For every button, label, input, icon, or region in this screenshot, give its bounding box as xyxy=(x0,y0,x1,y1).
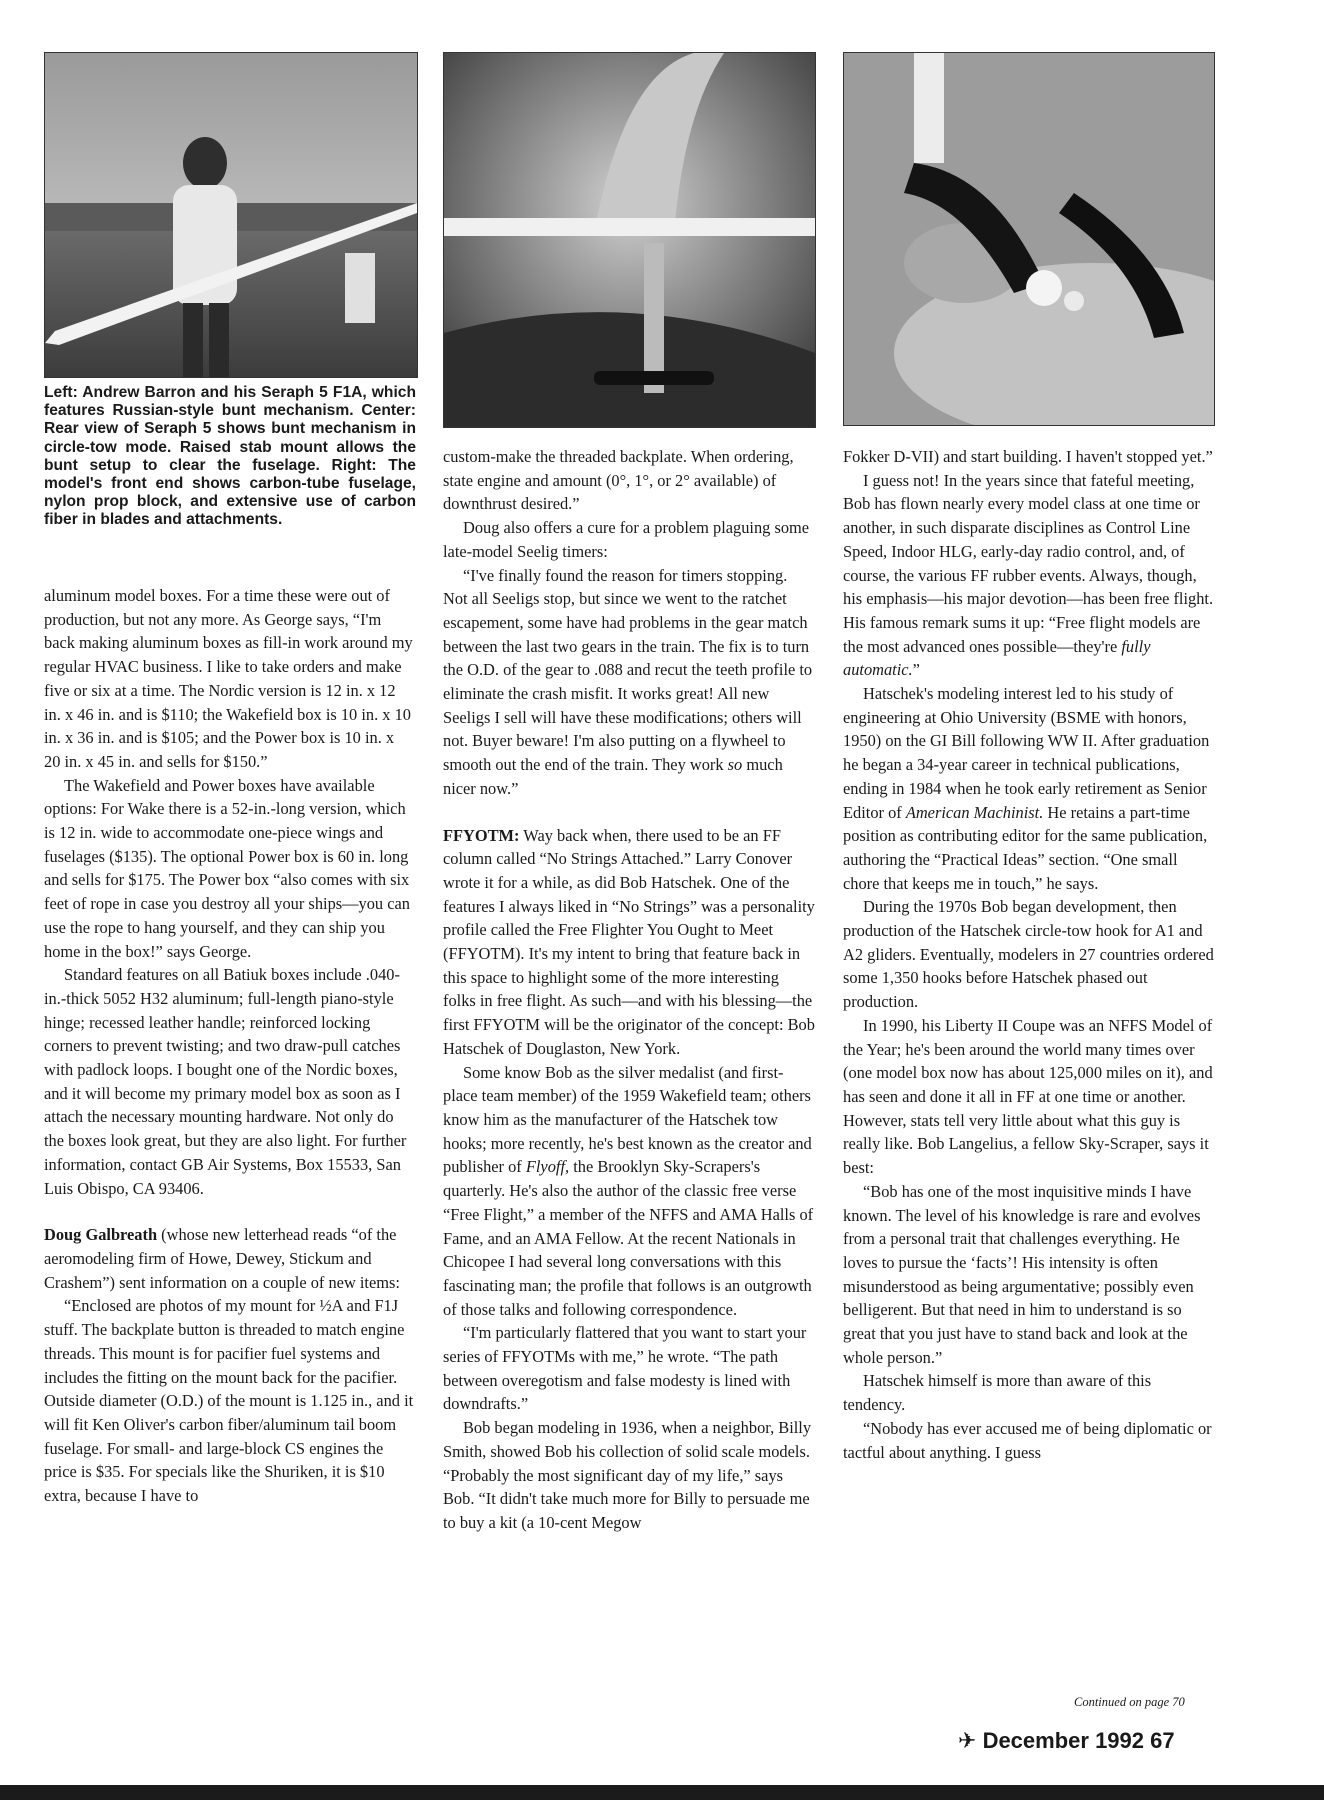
lead-name: Doug Galbreath xyxy=(44,1225,158,1245)
emphasis: American Machinist. xyxy=(905,802,1044,822)
paragraph: “I'm particularly flattered that you want to start your series of FFYOTMs with me,” he wrote. “The path between overegotism and false modesty is lined with downdrafts.” xyxy=(443,1323,807,1414)
paragraph-text: (whose new letterhead reads “of the aeromodeling firm of Howe, Dewey, Stickum and Crashem”) sent information on a couple of new items: xyxy=(44,1225,400,1292)
paragraph: Doug also offers a cure for a problem plaguing some late-model Seelig timers: xyxy=(443,518,810,561)
glider-rear-illustration xyxy=(444,53,815,427)
paragraph-text: much nicer now.” xyxy=(443,755,783,798)
paragraph xyxy=(443,1061,815,1322)
paragraph-text: I guess not! In the years since that fateful meeting, Bob has flown nearly every model class at one time or another, in such disparate disciplines as Control Line Speed, Indoor HLG, early-day radio control, and, of course, the various FF rubber events. Always, though, his emphasis—his major devotion—has been free flight. His famous remark sums it up: “Free flight models are the most advanced ones possible—they're xyxy=(843,470,1214,656)
emphasis: fully automatic. xyxy=(843,636,1151,680)
paragraph-text: ” xyxy=(912,660,920,680)
rear-view-photo xyxy=(443,52,816,428)
paragraph: During the 1970s Bob began development, then production of the Hatschek circle-tow hook for A1 and A2 gliders. Eventually, modelers in 27 countries ordered some 1,350 hooks before Hatschek phased out production. xyxy=(843,897,1214,1012)
paragraph-text: Hatschek's modeling interest led to his study of engineering at Ohio University (BSME with honors, 1950) on the GI Bill following WW II. After graduation he began a 34-year career in technical publications, ending in 1984 when he took early retirement as Senior Editor of xyxy=(843,684,1210,822)
column-1 xyxy=(44,584,414,1508)
paragraph-ffyotm xyxy=(443,824,815,1061)
issue-date: December 1992 xyxy=(982,1728,1145,1753)
column-3 xyxy=(843,445,1215,1464)
emphasis: Flyoff, xyxy=(525,1157,570,1177)
paragraph xyxy=(443,564,815,801)
nose-block-illustration xyxy=(844,53,1214,425)
paragraph: Hatschek himself is more than aware of this tendency. xyxy=(843,1371,1152,1415)
paragraph-text: “I've finally found the reason for timers stopping. Not all Seeligs stop, but since we went to the ratchet escapement, some have had problems in the gear match between the last two gears in the train. The fix is to turn the O.D. of the gear to .088 and recut the teeth profile to eliminate the crash misfit. It works great! All new Seeligs I sell will have these modifications; others will not. Buyer beware! I'm also putting on a flywheel to smooth out the end of the train. They work xyxy=(443,565,813,775)
paragraph-doug-galbreath xyxy=(44,1223,414,1294)
column-2 xyxy=(443,445,815,1535)
paragraph xyxy=(843,682,1215,895)
paragraph: “Bob has one of the most inquisitive minds I have known. The level of his knowledge is rare and evolves from a personal trait that challenges everything. He loves to pursue the ‘facts’! His intensity is often misunderstood as being argumentative; possibly even belligerent. But that need in him to understand is so great that you just have to stand back and look at the whole person.” xyxy=(843,1181,1201,1367)
emphasis: so xyxy=(727,755,743,775)
front-end-photo xyxy=(843,52,1215,426)
page-number: 67 xyxy=(1150,1728,1175,1753)
paragraph: In 1990, his Liberty II Coupe was an NFFS Model of the Year; he's been around the world many times over (one model box now has about 125,000 miles on it), and has seen and done it all in FF at one time or another. However, stats tell very little about what this guy is really like. Bob Langelius, a fellow Sky-Scraper, says it best: xyxy=(843,1015,1213,1178)
continued-note: Continued on page 70 xyxy=(1074,1695,1185,1709)
paragraph xyxy=(843,469,1215,682)
airplane-icon: ✈ xyxy=(958,1728,977,1753)
paragraph: Fokker D-VII) and start building. I haven't stopped yet.” xyxy=(843,447,1213,466)
paragraph: aluminum model boxes. For a time these were out of production, but not any more. As George says, “I'm back making aluminum boxes as fill-in work around my regular HVAC business. I like to take orders and make five or six at a time. The Nordic version is 12 in. x 12 in. x 46 in. and is $110; the Wakefield box is 10 in. x 10 in. x 36 in. and is $105; and the Power box is 10 in. x 20 in. x 45 in. and sells for $150.” xyxy=(44,586,413,771)
paragraph-text: Way back when, there used to be an FF column called “No Strings Attached.” Larry Conover wrote it for a while, as did Bob Hatschek. One of the features I always liked in “No Strings” was a personality profile called the Free Flighter You Ought to Meet (FFYOTM). It's my intent to bring that feature back in this space to highlight some of the more interesting folks in free flight. As such—and with his blessing—the first FFYOTM will be the originator of the concept: Bob Hatschek of Douglaston, New York. xyxy=(443,825,815,1058)
paragraph-text: the Brooklyn Sky-Scrapers's quarterly. He's also the author of the classic free verse “Free Flight,” a member of the NFFS and AMA Halls of Fame, and an AMA Fellow. At the recent Nationals in Chicopee I had several long conversations with this fascinating man; the profile that follows is an outgrowth of those talks and following correspondence. xyxy=(443,1157,814,1319)
photo-caption: Left: Andrew Barron and his Seraph 5 F1A, which features Russian-style bunt mechanism. Center: Rear view of Seraph 5 shows bunt mechanism in circle-tow mode. Raised stab mount allows the bunt setup to clear the fuselage. Right: The model's front end shows carbon-tube fuselage, nylon prop block, and extensive use of carbon fiber in blades and attachments. xyxy=(44,384,416,529)
section-lead: FFYOTM: xyxy=(443,825,520,845)
paragraph: Bob began modeling in 1936, when a neighbor, Billy Smith, showed Bob his collection of solid scale models. “Probably the most significant day of my life,” says Bob. “It didn't take much more for Billy to persuade me to buy a kit (a 10-cent Megow xyxy=(443,1418,812,1532)
paragraph: “Enclosed are photos of my mount for ½A and F1J stuff. The backplate button is threaded to match engine threads. This mount is for pacifier fuel systems and includes the fitting on the mount back for the pacifier. Outside diameter (O.D.) of the mount is 1.125 in., and it will fit Ken Oliver's carbon fiber/aluminum tail boom fuselage. For small- and large-block CS engines the price is $35. For specials like the Shuriken, it is $10 extra, because I have to xyxy=(44,1296,414,1506)
field-photo-illustration xyxy=(45,53,417,377)
scan-edge xyxy=(0,1785,1324,1800)
paragraph-text: Some know Bob as the silver medalist (and first-place team member) of the 1959 Wakefield team; others know him as the manufacturer of the Hatschek tow hooks; more recently, he's best known as the creator and publisher of xyxy=(443,1062,812,1177)
paragraph: The Wakefield and Power boxes have available options: For Wake there is a 52-in.-long version, which is 12 in. wide to accommodate one-piece wings and fuselages ($135). The optional Power box is 60 in. long and sells for $175. The Power box “also comes with six feet of rope in case you destroy all your ships—you can use the rope to hang yourself, and they can ship you home in the box!” says George. xyxy=(44,775,410,961)
paragraph: “Nobody has ever accused me of being diplomatic or tactful about anything. I guess xyxy=(843,1418,1212,1462)
page-footer xyxy=(958,1728,1175,1754)
paragraph: Standard features on all Batiuk boxes include .040-in.-thick 5052 H32 aluminum; full-length piano-style hinge; recessed leather handle; reinforced locking corners to prevent twisting; and two draw-pull catches with padlock loops. I bought one of the Nordic boxes, and it will become my primary model box as soon as I attach the necessary mounting hardware. Not only do the boxes look great, but they are also light. For further information, contact GB Air Systems, Box 15533, San Luis Obispo, CA 93406. xyxy=(44,965,407,1198)
paragraph-text: He retains a part-time position as contributing editor for the same publication, authoring the “Practical Ideas” section. “One small chore that keeps me in touch,” he says. xyxy=(843,802,1208,893)
andrew-barron-photo xyxy=(44,52,418,378)
paragraph: custom-make the threaded backplate. When ordering, state engine and amount (0°, 1°, or 2° available) of downthrust desired.” xyxy=(443,447,794,514)
